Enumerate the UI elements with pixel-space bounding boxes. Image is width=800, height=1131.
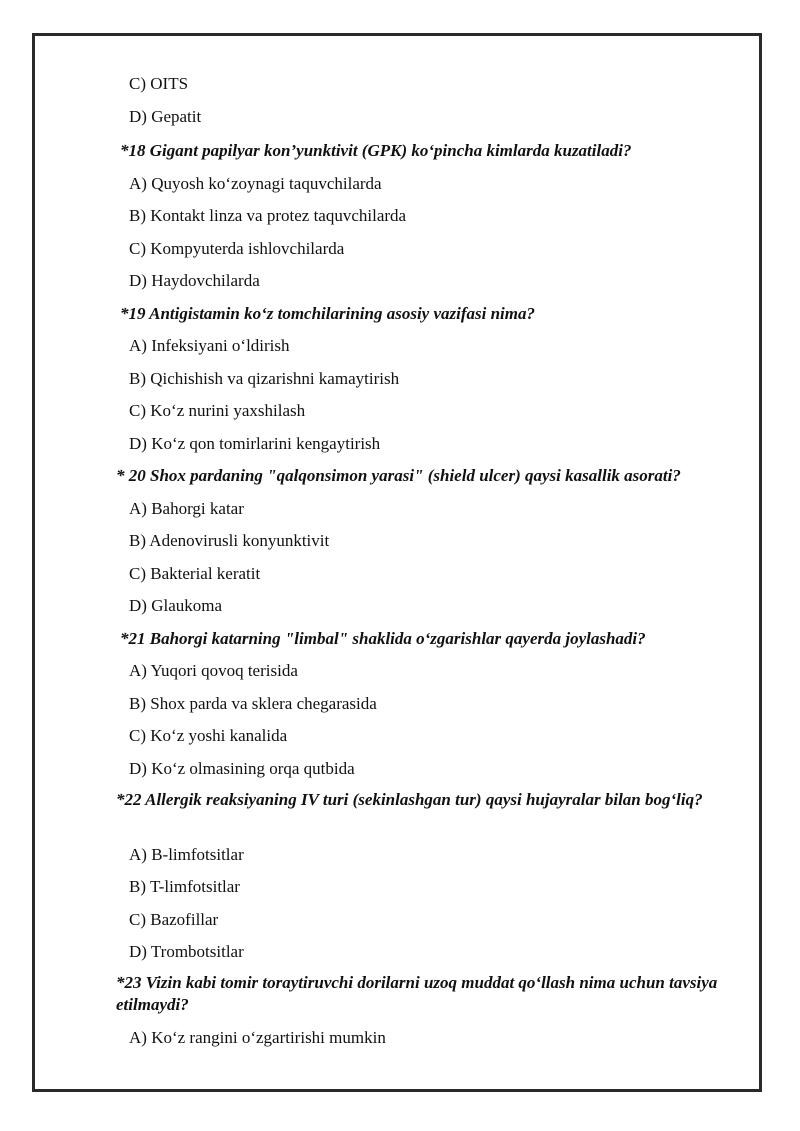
- option-line: C) OITS: [129, 74, 189, 93]
- question-line: *19 Antigistamin ko‘z tomchilarining asosiy vazifasi nima?: [120, 304, 535, 323]
- option-line: D) Gepatit: [129, 107, 202, 126]
- option-line: B) T-limfotsitlar: [129, 877, 240, 896]
- option-line: A) Bahorgi katar: [129, 499, 244, 518]
- option-line: D) Ko‘z qon tomirlarini kengaytirish: [129, 434, 381, 453]
- question-line: *22 Allergik reaksiyaning IV turi (sekinlashgan tur) qaysi hujayralar bilan bog‘liq?: [116, 790, 703, 809]
- option-line: B) Shox parda va sklera chegarasida: [129, 694, 377, 713]
- option-line: B) Qichishish va qizarishni kamaytirish: [129, 369, 400, 388]
- option-line: C) Ko‘z nurini yaxshilash: [129, 401, 306, 420]
- question-line: *21 Bahorgi katarning "limbal" shaklida o‘zgarishlar qayerda joylashadi?: [120, 629, 646, 648]
- option-line: B) Kontakt linza va protez taquvchilarda: [129, 206, 407, 225]
- option-line: B) Adenovirusli konyunktivit: [129, 531, 330, 550]
- option-line: A) B-limfotsitlar: [129, 845, 244, 864]
- option-line: D) Haydovchilarda: [129, 271, 260, 290]
- option-line: A) Ko‘z rangini o‘zgartirishi mumkin: [129, 1028, 386, 1047]
- option-line: C) Ko‘z yoshi kanalida: [129, 726, 288, 745]
- question-line: * 20 Shox pardaning "qalqonsimon yarasi" (shield ulcer) qaysi kasallik asorati?: [116, 466, 681, 485]
- option-line: A) Infeksiyani o‘ldirish: [129, 336, 290, 355]
- option-line: C) Bakterial keratit: [129, 564, 261, 583]
- option-line: D) Glaukoma: [129, 596, 223, 615]
- option-line: A) Yuqori qovoq terisida: [129, 661, 298, 680]
- option-line: C) Bazofillar: [129, 910, 219, 929]
- question-line: *23 Vizin kabi tomir toraytiruvchi dorilarni uzoq muddat qo‘llash nima uchun tavsiya etilmaydi?: [116, 973, 718, 1014]
- option-line: D) Trombotsitlar: [129, 942, 244, 961]
- option-line: D) Ko‘z olmasining orqa qutbida: [129, 759, 355, 778]
- option-line: C) Kompyuterda ishlovchilarda: [129, 239, 345, 258]
- question-line: *18 Gigant papilyar kon’yunktivit (GPK) ko‘pincha kimlarda kuzatiladi?: [120, 141, 632, 160]
- option-line: A) Quyosh ko‘zoynagi taquvchilarda: [129, 174, 382, 193]
